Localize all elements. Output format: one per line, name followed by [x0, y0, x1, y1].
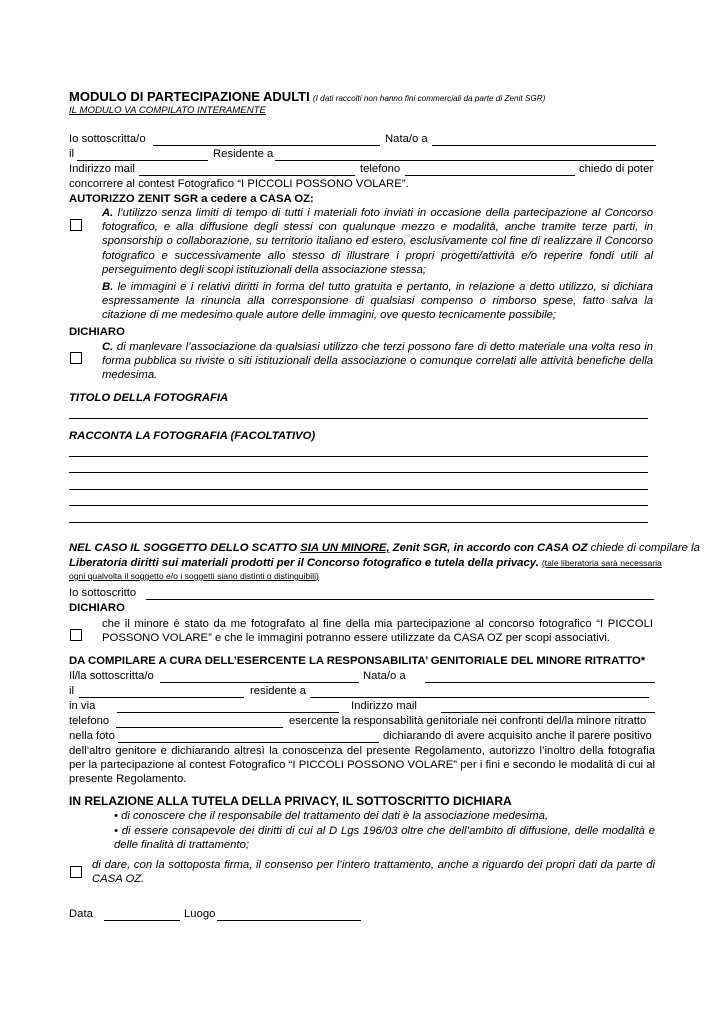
minor-dichiaro-heading: DICHIARO: [69, 602, 125, 614]
minor-io-label: Io sottoscritto: [69, 587, 137, 599]
authorize-checkbox[interactable]: [70, 219, 82, 231]
adult-dichiaro-heading: DICHIARO: [69, 326, 125, 338]
guardian-photo-field[interactable]: [118, 742, 379, 743]
adult-date-label: il: [69, 148, 75, 160]
photo-story-line[interactable]: [69, 522, 648, 523]
guardian-date-label: il: [69, 685, 75, 697]
privacy-consent-text: di dare, con la sottoposta firma, il consenso per l’intero trattamento, anche a riguardo dei propri dati da parte di CASA OZ.: [92, 859, 655, 886]
footer-place-field[interactable]: [217, 920, 361, 921]
privacy-consent-checkbox[interactable]: [70, 866, 82, 878]
photo-story-line[interactable]: [69, 456, 648, 457]
guardian-street-label: in via: [69, 700, 96, 712]
adult-name-row: [69, 132, 146, 146]
clause-a: [102, 206, 653, 277]
photo-title-field[interactable]: [69, 418, 648, 419]
form-subtitle: IL MODULO VA COMPILATO INTERAMENTE: [69, 105, 266, 116]
clause-c-text: di manlevare l’associazione da qualsiasi utilizzo che terzi possono fare di detto materiale una volta reso in forma pubblica su riviste o siti istituzionali della associazione o comunque correlati alle attività benefiche della medesima.: [102, 341, 654, 382]
photo-story-heading: RACCONTA LA FOTOGRAFIA (FACOLTATIVO): [69, 430, 316, 442]
adult-name-field[interactable]: [153, 145, 380, 146]
clause-c: [102, 340, 653, 383]
adult-phone-field[interactable]: [405, 175, 575, 176]
guardian-photo-label: nella foto: [69, 730, 115, 742]
adult-birthplace-field[interactable]: [432, 145, 656, 146]
adult-email-label: Indirizzo mail: [69, 163, 135, 175]
guardian-body: dell’altro genitore e dichiarando altresì la conoscenza del presente Regolamento, autorizzo l’inoltro della fotografia per la partecipazione al contest Fotografico “I PICCOLI POSSONO VOLARE” per i fini e secondo le modalità di cui al presente Regolamento.: [69, 745, 655, 786]
guardian-date-field[interactable]: [79, 697, 244, 698]
adult-date-field[interactable]: [77, 160, 208, 161]
privacy-bullet: • di conoscere che il responsabile del trattamento dei dati è la associazione medesima,: [114, 810, 549, 822]
guardian-email-label: Indirizzo mail: [351, 700, 417, 712]
minor-intro-minor: SIA UN MINORE,: [300, 542, 390, 554]
io-label: Io sottoscritta/o: [69, 133, 146, 145]
photo-story-line[interactable]: [69, 472, 648, 473]
clause-b-text: le immagini e i relativi diritti in forma del tutto gratuita e pertanto, in relazione a detto utilizzo, si dichiara espressamente la rinuncia alla corresponsione di qualsiasi compenso o rimborso spese, fatto salva la citazione di me medesimo quale autore delle immagini, ove questo tecnicamente possibile;: [102, 281, 653, 322]
minor-intro-line-1: [69, 541, 700, 555]
adult-residence-field[interactable]: [275, 160, 654, 161]
minor-intro-note-2: ogni qualvolta il soggetto e/o i soggetti siano distinti o distinguibili): [69, 571, 319, 581]
form-note: (I dati raccolti non hanno fini commerciali da parte di Zenit SGR): [312, 94, 546, 103]
autorizzo-heading: AUTORIZZO ZENIT SGR a cedere a CASA OZ:: [69, 193, 314, 205]
guardian-email-field[interactable]: [441, 712, 655, 713]
adult-birthplace-label: Nata/o a: [385, 133, 428, 145]
guardian-esercente-text: esercente la responsabilità genitoriale nei confronti del/la minore ritratto: [289, 715, 647, 727]
adult-residence-label: Residente a: [213, 148, 274, 160]
guardian-phone-field[interactable]: [116, 727, 283, 728]
privacy-bullet: • di essere consapevole dei diritti di cui al D Lgs 196/03 oltre che dell’ambito di diffusione, delle modalità e delle finalità di trattamento;: [114, 825, 655, 852]
adult-phone-label: telefono: [360, 163, 401, 175]
footer-place-label: Luogo: [184, 908, 216, 920]
guardian-birthplace-field[interactable]: [425, 682, 655, 683]
guardian-residence-field[interactable]: [310, 697, 649, 698]
clause-b: [102, 280, 653, 323]
minor-intro-part: NEL CASO IL SOGGETTO DELLO SCATTO: [69, 542, 301, 554]
clause-a-text: l’utilizzo senza limiti di tempo di tutti i materiali foto inviati in occasione della partecipazione al Concorso fotografico, e alla diffusione degli stessi con qualunque mezzo e modalità, anche tramite terze parti, in sponsorship o collaborazione, su territorio italiano ed estero, esclusivamente col fine di realizzare il Concorso fotografico e successivamente allo stesso di illustrare i propri progetti/attività e/o reperire fondi utili al perseguimento degli scopi istituzionali della associazione stessa;: [102, 207, 653, 276]
clause-b-letter: B.: [102, 281, 114, 293]
guardian-name-field[interactable]: [160, 682, 359, 683]
guardian-residence-label: residente a: [250, 685, 306, 697]
manlevare-checkbox[interactable]: [70, 352, 82, 364]
chiedo-label: chiedo di poter: [579, 163, 654, 175]
concorrere-text: concorrere al contest Fotografico “I PICCOLI POSSONO VOLARE”.: [69, 178, 409, 190]
minor-intro-note: (tale liberatoria sarà necessaria: [541, 558, 662, 568]
guardian-name-label: Il/la sottoscritta/o: [69, 670, 154, 682]
guardian-phone-label: telefono: [69, 715, 110, 727]
minor-intro-part: Zenit SGR, in accordo con CASA OZ: [389, 542, 588, 554]
footer-date-field[interactable]: [104, 920, 180, 921]
adult-email-field[interactable]: [139, 175, 355, 176]
guardian-street-field[interactable]: [117, 712, 339, 713]
clause-a-letter: A.: [102, 207, 114, 219]
form-title: MODULO DI PARTECIPAZIONE ADULTI: [69, 89, 310, 104]
footer-date-label: Data: [69, 908, 93, 920]
privacy-heading: IN RELAZIONE ALLA TUTELA DELLA PRIVACY, IL SOTTOSCRITTO DICHIARA: [69, 794, 512, 808]
guardian-birthplace-label: Nata/o a: [363, 670, 406, 682]
minor-intro-liberatoria: Liberatoria diritti sui materiali prodotti per il Concorso fotografico e tutela della privacy.: [69, 557, 539, 569]
photo-story-line[interactable]: [69, 489, 648, 490]
photo-story-line[interactable]: [69, 505, 648, 506]
photo-title-heading: TITOLO DELLA FOTOGRAFIA: [69, 392, 229, 404]
minor-statement: che il minore è stato da me fotografato al fine della mia partecipazione al concorso fotografico “I PICCOLI POSSONO VOLARE” e che le immagini potranno essere utilizzate da CASA OZ per scopi associativi.: [102, 618, 653, 645]
guardian-heading: DA COMPILARE A CURA DELL’ESERCENTE LA RESPONSABILITA’ GENITORIALE DEL MINORE RITRATTO*: [69, 655, 646, 667]
clause-c-letter: C.: [102, 341, 114, 353]
minor-photo-checkbox[interactable]: [70, 629, 82, 641]
minor-intro-part: chiede di compilare la: [587, 542, 700, 554]
guardian-dichiarando-text: dichiarando di avere acquisito anche il parere positivo: [383, 730, 652, 742]
minor-signer-field[interactable]: [146, 599, 654, 600]
